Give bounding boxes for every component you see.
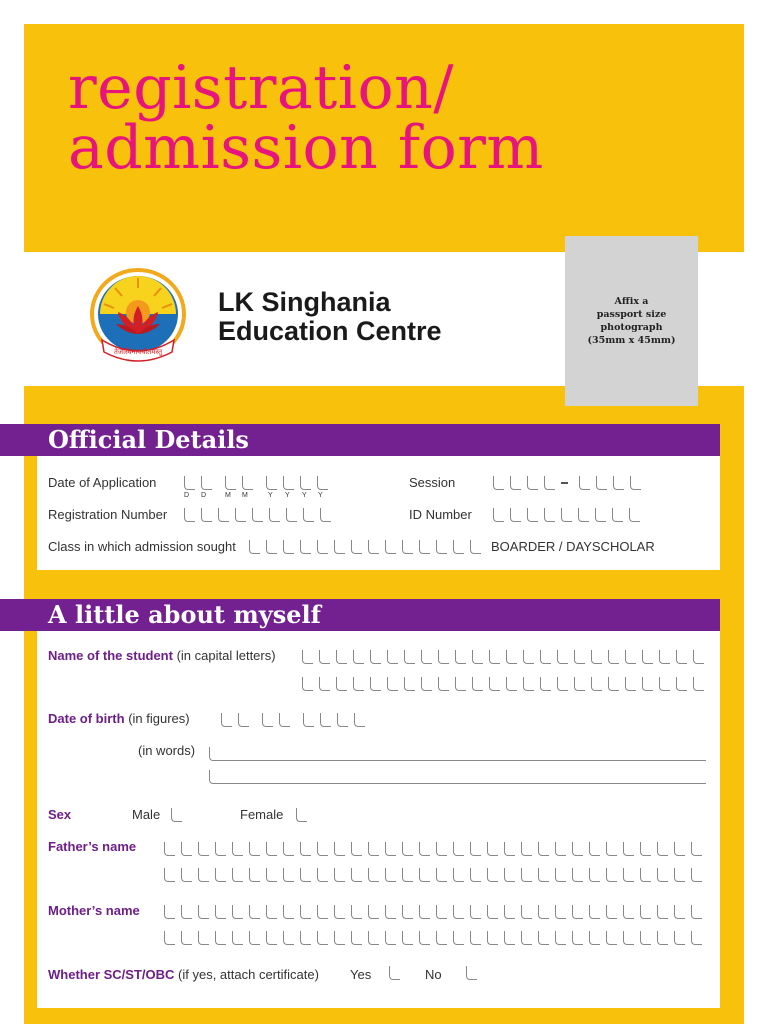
category-yes-label: Yes: [350, 967, 372, 982]
id-number-label: ID Number: [409, 507, 472, 522]
registration-number-input[interactable]: [184, 508, 337, 522]
date-format-y3: Y: [302, 492, 307, 499]
category-no-checkbox[interactable]: [466, 966, 483, 980]
category-label: Whether SC/ST/OBC (if yes, attach certificate): [48, 967, 319, 982]
father-name-input-line2[interactable]: [164, 868, 708, 882]
school-name-line1: LK Singhania: [218, 287, 391, 317]
dob-words-input-line2[interactable]: [209, 770, 706, 784]
school-name: [218, 288, 442, 346]
female-checkbox[interactable]: [296, 808, 313, 822]
sex-label: Sex: [48, 807, 72, 822]
session-start-input[interactable]: [493, 476, 561, 490]
date-format-m2: M: [242, 492, 248, 499]
date-format-m1: M: [225, 492, 231, 499]
class-sought-input[interactable]: [249, 540, 487, 554]
date-of-application-label: Date of Application: [48, 475, 157, 490]
form-title-line1: registration/: [68, 53, 454, 123]
boarder-dayscholar-option[interactable]: BOARDER / DAYSCHOLAR: [491, 539, 655, 554]
photo-text-line: Affix a: [614, 296, 649, 307]
section-title: Official Details: [48, 425, 249, 454]
date-format-d1: D: [184, 492, 190, 499]
date-format-y1: Y: [268, 492, 273, 499]
dob-label: Date of birth (in figures): [48, 711, 190, 726]
date-of-application-input[interactable]: [184, 476, 334, 490]
male-label: Male: [132, 807, 161, 822]
about-myself-panel: [37, 631, 720, 1008]
mother-name-input-line1[interactable]: [164, 905, 708, 919]
official-details-header: [0, 424, 720, 456]
photo-text-line: (35mm x 45mm): [587, 335, 676, 346]
student-name-input-line2[interactable]: [302, 677, 710, 691]
official-details-panel: [37, 456, 720, 570]
date-format-y2: Y: [285, 492, 290, 499]
dob-words-input-line1[interactable]: [209, 747, 706, 761]
dob-figures-input[interactable]: [221, 713, 371, 727]
school-name-line2: Education Centre: [218, 316, 442, 346]
female-label: Female: [240, 807, 284, 822]
dob-words-label: (in words): [138, 743, 196, 758]
photo-placeholder[interactable]: [565, 236, 698, 406]
class-sought-label: Class in which admission sought: [48, 539, 236, 554]
mother-name-input-line2[interactable]: [164, 931, 708, 945]
photo-instructions: [582, 295, 682, 347]
session-end-input[interactable]: [579, 476, 647, 490]
category-yes-checkbox[interactable]: [389, 966, 406, 980]
registration-number-label: Registration Number: [48, 507, 168, 522]
date-format-y4: Y: [318, 492, 323, 499]
category-no-label: No: [425, 967, 442, 982]
student-name-input-line1[interactable]: [302, 650, 710, 664]
school-logo: [88, 266, 188, 370]
session-separator: [561, 482, 568, 484]
about-myself-header: [0, 599, 720, 631]
father-name-input-line1[interactable]: [164, 842, 708, 856]
session-label: Session: [409, 475, 456, 490]
date-format-d2: D: [201, 492, 207, 499]
student-name-label: Name of the student (in capital letters): [48, 648, 276, 663]
id-number-input[interactable]: [493, 508, 646, 522]
form-title-line2: admission form: [68, 113, 544, 183]
father-name-label: Father’s name: [48, 839, 137, 854]
male-checkbox[interactable]: [171, 808, 188, 822]
mother-name-label: Mother’s name: [48, 903, 140, 918]
photo-text-line: passport size: [596, 309, 667, 320]
form-title: [68, 53, 544, 183]
photo-text-line: photograph: [600, 322, 663, 333]
logo-motto: तेजस्विनावधीतमस्तु: [113, 348, 163, 356]
section-title: A little about myself: [48, 600, 321, 629]
